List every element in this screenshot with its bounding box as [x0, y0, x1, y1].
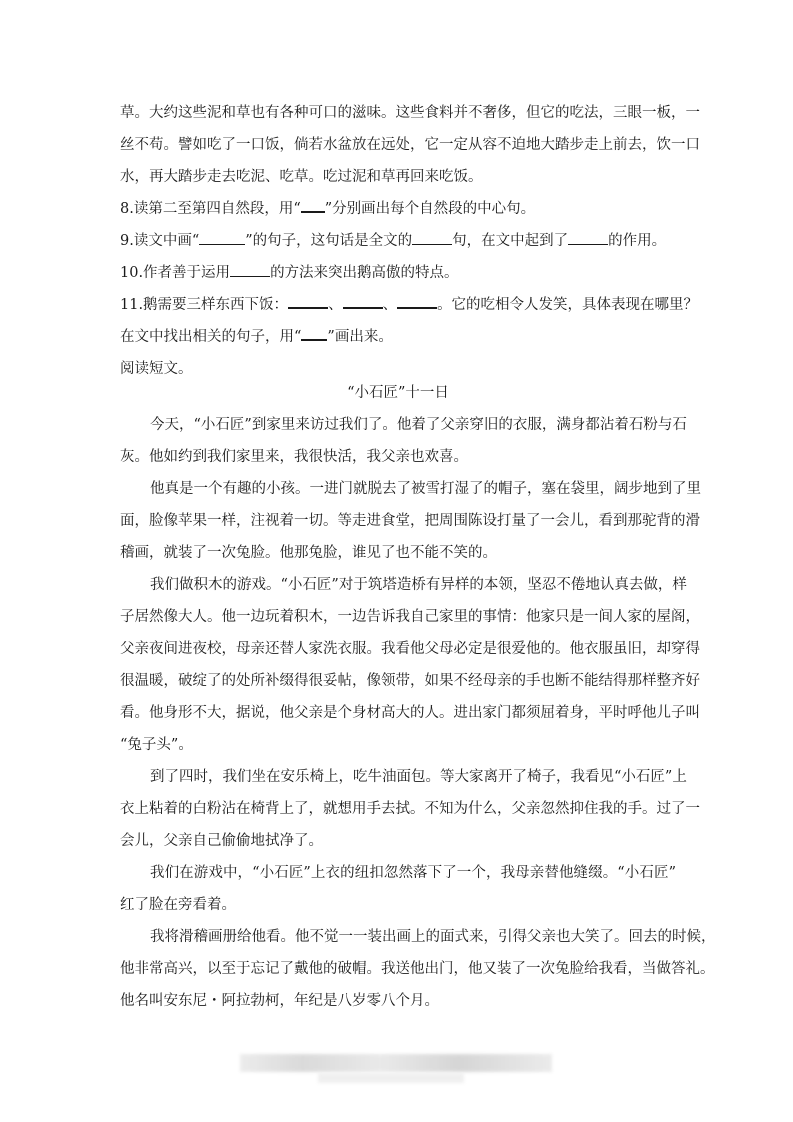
- answer-blank[interactable]: [199, 227, 245, 245]
- text-line: 他名叫安东尼・阿拉勃柯，年纪是八岁零八个月。: [120, 993, 439, 1009]
- question-8: [120, 193, 676, 225]
- question-11: [120, 289, 699, 321]
- answer-blank[interactable]: [343, 290, 383, 309]
- question-11-line-2: [120, 321, 676, 353]
- instruction: 阅读短文。: [120, 361, 193, 377]
- text-line: 衣上粘着的白粉沾在椅背上了，就想用手去拭。不知为什么，父亲忽然抑住我的手。过了一: [120, 801, 700, 817]
- text-line: 灰。他如约到我们家里来，我很快活，我父亲也欢喜。: [120, 449, 468, 465]
- answer-blank[interactable]: [397, 290, 437, 309]
- answer-blank[interactable]: [288, 290, 328, 309]
- passage-tail: [120, 97, 700, 193]
- separator: 、: [328, 297, 343, 313]
- answer-blank[interactable]: [301, 194, 325, 213]
- text-line: 我将滑稽画册给他看。他不觉一一装出画上的面式来，引得父亲也大笑了。回去的时候，: [150, 929, 716, 945]
- answer-blank[interactable]: [412, 227, 452, 245]
- text-line: 他真是一个有趣的小孩。一进门就脱去了被雪打湿了的帽子，塞在袋里，阔步地到了里: [150, 481, 701, 497]
- question-text: ”画出来。: [327, 329, 393, 345]
- question-text: 8.读第二至第四自然段，用“: [120, 201, 301, 217]
- text-line: 稽画，就装了一次兔脸。他那兔脸，谁见了也不能不笑的。: [120, 545, 497, 561]
- answer-blank[interactable]: [568, 227, 608, 245]
- text-line: 我们在游戏中，“小石匠”上衣的纽扣忽然落下了一个，我母亲替他缝缀。“小石匠”: [150, 865, 676, 881]
- question-text: ”的句子，这句话是全文的: [245, 233, 413, 249]
- answer-blank[interactable]: [301, 322, 327, 341]
- text-line: 今天，“小石匠”到家里来访过我们了。他着了父亲穿旧的衣服，满身都沾着石粉与石: [150, 417, 687, 433]
- article-body: [120, 409, 716, 1017]
- text-line: 草。大约这些泥和草也有各种可口的滋味。这些食料并不奢侈，但它的吃法，三眼一板，一: [120, 105, 700, 121]
- text-line: 很温暖，破绽了的处所补缀得很妥帖，像领带，如果不经母亲的手也断不能结得那样整齐好: [120, 673, 700, 689]
- text-line: 到了四时，我们坐在安乐椅上，吃牛油面包。等大家离开了椅子，我看见“小石匠”上: [150, 769, 687, 785]
- blurred-footer-watermark: [318, 1073, 464, 1083]
- separator: 、: [382, 297, 398, 313]
- question-text: 。它的吃相令人发笑，具体表现在哪里？: [437, 297, 699, 313]
- text-line: 丝不苟。譬如吃了一口饭，倘若水盆放在远处，它一定从容不迫地大踏步走上前去，饮一口: [120, 137, 700, 153]
- article-title: “小石匠”十一日: [347, 385, 449, 401]
- question-text: 9.读文中画“: [120, 233, 200, 249]
- text-line: 子居然像大人。他一边玩着积木，一边告诉我自己家里的事情：他家只是一间人家的屋阁，: [120, 609, 700, 625]
- blurred-footer-watermark: [240, 1054, 552, 1072]
- text-line: 面，脸像苹果一样，注视着一切。等走进食堂，把周围陈设打量了一会儿，看到那驼背的滑: [120, 513, 700, 529]
- answer-blank[interactable]: [230, 259, 270, 277]
- question-text: 句，在文中起到了: [452, 233, 569, 249]
- text-line: “兔子头”。: [120, 737, 193, 753]
- text-line: 水，再大踏步走去吃泥、吃草。吃过泥和草再回来吃饭。: [120, 169, 483, 185]
- text-line: 他非常高兴，以至于忘记了戴他的破帽。我送他出门，他又装了一次兔脸给我看，当做答礼。: [120, 961, 715, 977]
- question-9: [120, 225, 676, 257]
- text-line: 会儿，父亲自己偷偷地拭净了。: [120, 833, 323, 849]
- text-line: 红了脸在旁看着。: [120, 897, 236, 913]
- question-text: 10.作者善于运用: [120, 265, 231, 281]
- question-text: 在文中找出相关的句子，用“: [120, 329, 302, 345]
- questions-block: [120, 193, 699, 385]
- question-text: 的作用。: [608, 233, 667, 249]
- question-text: ”分别画出每个自然段的中心句。: [324, 201, 536, 217]
- text-line: 看。他身形不大，据说，他父亲是个身材高大的人。进出家门都须屈着身，平时呼他儿子叫: [120, 705, 700, 721]
- question-text: 11.鹅需要三样东西下饭：: [120, 297, 289, 313]
- text-line: 父亲夜间进夜校，母亲还替人家洗衣服。我看他父母必定是很爱他的。他衣服虽旧，却穿得: [120, 641, 700, 657]
- text-line: 我们做积木的游戏。“小石匠”对于筑塔造桥有异样的本领，坚忍不倦地认真去做，样: [150, 577, 687, 593]
- question-text: 的方法来突出鹅高傲的特点。: [270, 265, 459, 281]
- question-10: [120, 257, 676, 289]
